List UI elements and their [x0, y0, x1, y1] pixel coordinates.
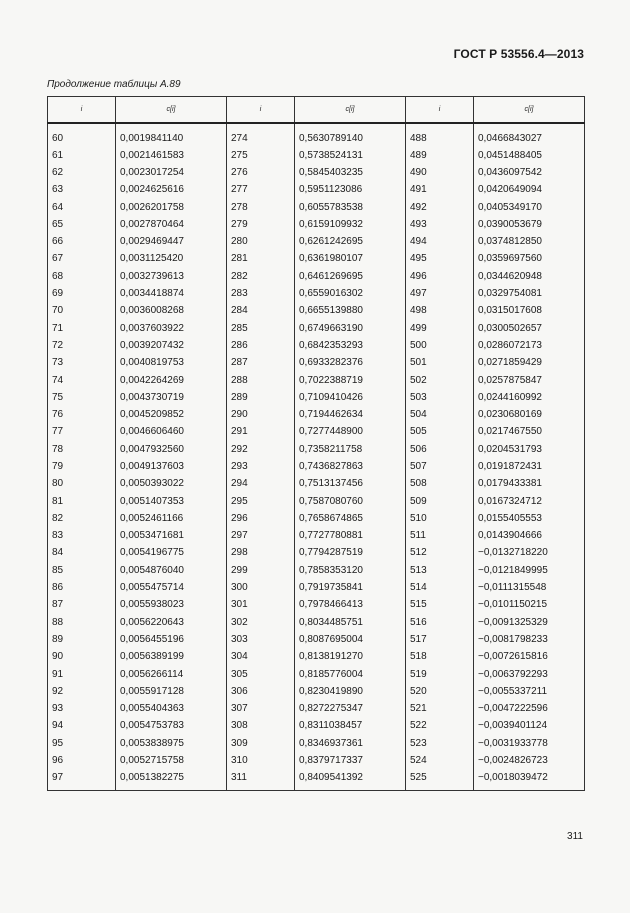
coefficient-cell: 0,0056389199: [116, 649, 227, 666]
coefficient-cell: 0,8230419890: [295, 683, 406, 700]
index-cell: 74: [48, 372, 116, 389]
index-cell: 516: [406, 614, 474, 631]
index-cell: 508: [406, 476, 474, 493]
coefficient-cell: 0,0029469447: [116, 233, 227, 250]
coefficient-cell: −0,0111315548: [474, 579, 585, 596]
coefficient-cell: 0,0286072173: [474, 337, 585, 354]
index-cell: 84: [48, 545, 116, 562]
coefficient-cell: 0,0056455196: [116, 631, 227, 648]
index-cell: 490: [406, 164, 474, 181]
coefficient-cell: 0,0032739613: [116, 268, 227, 285]
coefficient-cell: 0,6159109932: [295, 216, 406, 233]
coefficient-cell: 0,7794287519: [295, 545, 406, 562]
coefficient-cell: −0,0031933778: [474, 735, 585, 752]
table-row: [48, 701, 585, 718]
column-header: i: [227, 97, 295, 124]
table-row: [48, 718, 585, 735]
index-cell: 85: [48, 562, 116, 579]
coefficient-cell: 0,0055475714: [116, 579, 227, 596]
coefficient-cell: 0,0043730719: [116, 389, 227, 406]
coefficient-cell: 0,0055938023: [116, 597, 227, 614]
table-row: [48, 631, 585, 648]
index-cell: 293: [227, 458, 295, 475]
coefficient-cell: 0,0036008268: [116, 303, 227, 320]
index-cell: 73: [48, 355, 116, 372]
index-cell: 276: [227, 164, 295, 181]
coefficient-cell: 0,6461269695: [295, 268, 406, 285]
index-cell: 69: [48, 285, 116, 302]
coefficient-cell: −0,0063792293: [474, 666, 585, 683]
coefficient-cell: 0,0055404363: [116, 701, 227, 718]
coefficient-cell: 0,0300502657: [474, 320, 585, 337]
coefficient-cell: 0,6655139880: [295, 303, 406, 320]
index-cell: 301: [227, 597, 295, 614]
index-cell: 275: [227, 147, 295, 164]
table-row: [48, 424, 585, 441]
coefficient-cell: 0,0039207432: [116, 337, 227, 354]
index-cell: 521: [406, 701, 474, 718]
index-cell: 294: [227, 476, 295, 493]
index-cell: 64: [48, 199, 116, 216]
coefficient-cell: −0,0047222596: [474, 701, 585, 718]
coefficient-cell: 0,0374812850: [474, 233, 585, 250]
index-cell: 90: [48, 649, 116, 666]
coefficient-cell: 0,8138191270: [295, 649, 406, 666]
column-header: i: [406, 97, 474, 124]
index-cell: 70: [48, 303, 116, 320]
table-row: [48, 355, 585, 372]
coefficient-cell: 0,7727780881: [295, 528, 406, 545]
index-cell: 513: [406, 562, 474, 579]
coefficient-cell: 0,0143904666: [474, 528, 585, 545]
index-cell: 65: [48, 216, 116, 233]
index-cell: 499: [406, 320, 474, 337]
coefficient-cell: 0,0329754081: [474, 285, 585, 302]
coefficient-cell: 0,0244160992: [474, 389, 585, 406]
index-cell: 498: [406, 303, 474, 320]
coefficient-cell: 0,0420649094: [474, 182, 585, 199]
table-row: [48, 251, 585, 268]
coefficient-cell: 0,0054196775: [116, 545, 227, 562]
page-number: 311: [567, 831, 583, 842]
index-cell: 305: [227, 666, 295, 683]
index-cell: 93: [48, 701, 116, 718]
coefficient-cell: 0,8034485751: [295, 614, 406, 631]
index-cell: 502: [406, 372, 474, 389]
index-cell: 82: [48, 510, 116, 527]
table-row: [48, 199, 585, 216]
coefficient-cell: −0,0091325329: [474, 614, 585, 631]
index-cell: 494: [406, 233, 474, 250]
table-row: [48, 216, 585, 233]
column-header: c[i]: [474, 97, 585, 124]
table-row: [48, 285, 585, 302]
index-cell: 304: [227, 649, 295, 666]
index-cell: 512: [406, 545, 474, 562]
coefficient-cell: 0,0315017608: [474, 303, 585, 320]
coefficient-cell: 0,0053471681: [116, 528, 227, 545]
index-cell: 296: [227, 510, 295, 527]
table-row: [48, 458, 585, 475]
coefficient-cell: 0,6842353293: [295, 337, 406, 354]
coefficient-cell: 0,8379717337: [295, 752, 406, 769]
index-cell: 86: [48, 579, 116, 596]
table-row: [48, 337, 585, 354]
document-code: ГОСТ Р 53556.4—2013: [453, 47, 584, 61]
coefficient-cell: −0,0055337211: [474, 683, 585, 700]
coefficient-cell: 0,0179433381: [474, 476, 585, 493]
index-cell: 495: [406, 251, 474, 268]
coefficient-cell: 0,5738524131: [295, 147, 406, 164]
coefficient-cell: 0,0052461166: [116, 510, 227, 527]
coefficient-cell: 0,8346937361: [295, 735, 406, 752]
coefficient-cell: 0,7022388719: [295, 372, 406, 389]
coefficient-cell: 0,0055917128: [116, 683, 227, 700]
coefficient-cell: 0,7919735841: [295, 579, 406, 596]
index-cell: 507: [406, 458, 474, 475]
coefficient-cell: −0,0072615816: [474, 649, 585, 666]
table-row: [48, 770, 585, 791]
coefficient-cell: 0,7436827863: [295, 458, 406, 475]
index-cell: 518: [406, 649, 474, 666]
index-cell: 284: [227, 303, 295, 320]
table-row: [48, 303, 585, 320]
index-cell: 308: [227, 718, 295, 735]
coefficient-cell: 0,5845403235: [295, 164, 406, 181]
table-row: [48, 683, 585, 700]
coefficient-cell: 0,6559016302: [295, 285, 406, 302]
index-cell: 299: [227, 562, 295, 579]
table-header-row: [48, 97, 585, 124]
index-cell: 68: [48, 268, 116, 285]
index-cell: 290: [227, 406, 295, 423]
index-cell: 81: [48, 493, 116, 510]
coefficient-cell: 0,0051407353: [116, 493, 227, 510]
index-cell: 72: [48, 337, 116, 354]
index-cell: 492: [406, 199, 474, 216]
coefficient-cell: 0,0405349170: [474, 199, 585, 216]
index-cell: 60: [48, 123, 116, 147]
index-cell: 496: [406, 268, 474, 285]
coefficient-cell: 0,0230680169: [474, 406, 585, 423]
index-cell: 61: [48, 147, 116, 164]
coefficient-cell: 0,7513137456: [295, 476, 406, 493]
index-cell: 523: [406, 735, 474, 752]
coefficient-cell: 0,0167324712: [474, 493, 585, 510]
table-row: [48, 233, 585, 250]
index-cell: 504: [406, 406, 474, 423]
column-header: c[i]: [295, 97, 406, 124]
index-cell: 522: [406, 718, 474, 735]
index-cell: 519: [406, 666, 474, 683]
coefficient-cell: 0,7194462634: [295, 406, 406, 423]
index-cell: 80: [48, 476, 116, 493]
index-cell: 94: [48, 718, 116, 735]
coefficient-cell: 0,0217467550: [474, 424, 585, 441]
index-cell: 91: [48, 666, 116, 683]
index-cell: 283: [227, 285, 295, 302]
index-cell: 63: [48, 182, 116, 199]
index-cell: 278: [227, 199, 295, 216]
table-row: [48, 123, 585, 147]
coefficient-cell: 0,0047932560: [116, 441, 227, 458]
coefficient-cell: −0,0081798233: [474, 631, 585, 648]
table-row: [48, 147, 585, 164]
coefficient-cell: 0,0053838975: [116, 735, 227, 752]
index-cell: 298: [227, 545, 295, 562]
coefficient-cell: 0,0019841140: [116, 123, 227, 147]
index-cell: 302: [227, 614, 295, 631]
coefficient-cell: 0,0024625616: [116, 182, 227, 199]
coefficient-cell: 0,0271859429: [474, 355, 585, 372]
index-cell: 88: [48, 614, 116, 631]
table-row: [48, 320, 585, 337]
table-row: [48, 510, 585, 527]
coefficient-cell: 0,0023017254: [116, 164, 227, 181]
table-row: [48, 614, 585, 631]
table-row: [48, 476, 585, 493]
table-row: [48, 735, 585, 752]
coefficient-cell: 0,0040819753: [116, 355, 227, 372]
coefficient-cell: 0,0056266114: [116, 666, 227, 683]
coefficient-cell: 0,8272275347: [295, 701, 406, 718]
index-cell: 287: [227, 355, 295, 372]
coefficient-cell: 0,0027870464: [116, 216, 227, 233]
coefficient-cell: −0,0132718220: [474, 545, 585, 562]
index-cell: 89: [48, 631, 116, 648]
coefficient-cell: −0,0024826723: [474, 752, 585, 769]
coefficient-cell: 0,5951123086: [295, 182, 406, 199]
coefficient-cell: 0,0037603922: [116, 320, 227, 337]
table-row: [48, 268, 585, 285]
coefficient-cell: −0,0018039472: [474, 770, 585, 791]
index-cell: 510: [406, 510, 474, 527]
index-cell: 291: [227, 424, 295, 441]
coefficient-cell: 0,0052715758: [116, 752, 227, 769]
index-cell: 303: [227, 631, 295, 648]
coefficient-cell: 0,0191872431: [474, 458, 585, 475]
index-cell: 491: [406, 182, 474, 199]
index-cell: 76: [48, 406, 116, 423]
index-cell: 279: [227, 216, 295, 233]
index-cell: 66: [48, 233, 116, 250]
index-cell: 310: [227, 752, 295, 769]
coefficient-cell: 0,0204531793: [474, 441, 585, 458]
coefficient-cell: 0,0051382275: [116, 770, 227, 791]
coefficient-cell: 0,6361980107: [295, 251, 406, 268]
index-cell: 83: [48, 528, 116, 545]
coefficient-cell: −0,0101150215: [474, 597, 585, 614]
index-cell: 500: [406, 337, 474, 354]
index-cell: 517: [406, 631, 474, 648]
coefficient-cell: 0,0050393022: [116, 476, 227, 493]
coefficient-cell: 0,7109410426: [295, 389, 406, 406]
index-cell: 62: [48, 164, 116, 181]
index-cell: 506: [406, 441, 474, 458]
table-row: [48, 528, 585, 545]
coefficient-cell: 0,0155405553: [474, 510, 585, 527]
coefficient-cell: 0,0045209852: [116, 406, 227, 423]
index-cell: 505: [406, 424, 474, 441]
coefficient-cell: 0,7587080760: [295, 493, 406, 510]
index-cell: 300: [227, 579, 295, 596]
index-cell: 274: [227, 123, 295, 147]
table-row: [48, 441, 585, 458]
coefficient-cell: 0,6055783538: [295, 199, 406, 216]
coefficient-cell: −0,0039401124: [474, 718, 585, 735]
coefficient-cell: 0,7978466413: [295, 597, 406, 614]
index-cell: 489: [406, 147, 474, 164]
index-cell: 307: [227, 701, 295, 718]
index-cell: 311: [227, 770, 295, 791]
coefficient-cell: 0,8409541392: [295, 770, 406, 791]
coefficient-cell: 0,7277448900: [295, 424, 406, 441]
coefficient-cell: 0,7858353120: [295, 562, 406, 579]
table-row: [48, 562, 585, 579]
index-cell: 309: [227, 735, 295, 752]
index-cell: 286: [227, 337, 295, 354]
coefficient-cell: 0,6933282376: [295, 355, 406, 372]
column-header: i: [48, 97, 116, 124]
coefficient-cell: 0,0054753783: [116, 718, 227, 735]
table-row: [48, 372, 585, 389]
coefficient-cell: 0,0021461583: [116, 147, 227, 164]
index-cell: 493: [406, 216, 474, 233]
coefficient-cell: 0,6749663190: [295, 320, 406, 337]
table-row: [48, 389, 585, 406]
coefficient-cell: 0,0451488405: [474, 147, 585, 164]
index-cell: 97: [48, 770, 116, 791]
coefficient-cell: 0,0034418874: [116, 285, 227, 302]
coefficient-cell: 0,7658674865: [295, 510, 406, 527]
column-header: c[i]: [116, 97, 227, 124]
coefficient-cell: 0,8311038457: [295, 718, 406, 735]
coefficient-cell: 0,0344620948: [474, 268, 585, 285]
index-cell: 96: [48, 752, 116, 769]
table-row: [48, 649, 585, 666]
coefficient-cell: 0,0046606460: [116, 424, 227, 441]
index-cell: 92: [48, 683, 116, 700]
table-row: [48, 545, 585, 562]
index-cell: 520: [406, 683, 474, 700]
index-cell: 503: [406, 389, 474, 406]
index-cell: 280: [227, 233, 295, 250]
index-cell: 306: [227, 683, 295, 700]
index-cell: 277: [227, 182, 295, 199]
index-cell: 75: [48, 389, 116, 406]
index-cell: 297: [227, 528, 295, 545]
coefficient-cell: −0,0121849995: [474, 562, 585, 579]
coefficient-cell: 0,0056220643: [116, 614, 227, 631]
index-cell: 524: [406, 752, 474, 769]
index-cell: 509: [406, 493, 474, 510]
index-cell: 77: [48, 424, 116, 441]
index-cell: 288: [227, 372, 295, 389]
coefficient-cell: 0,5630789140: [295, 123, 406, 147]
index-cell: 282: [227, 268, 295, 285]
index-cell: 514: [406, 579, 474, 596]
index-cell: 87: [48, 597, 116, 614]
index-cell: 79: [48, 458, 116, 475]
table-caption: Продолжение таблицы А.89: [47, 79, 181, 90]
table-row: [48, 597, 585, 614]
index-cell: 71: [48, 320, 116, 337]
coefficient-cell: 0,6261242695: [295, 233, 406, 250]
index-cell: 497: [406, 285, 474, 302]
coefficient-cell: 0,0257875847: [474, 372, 585, 389]
index-cell: 78: [48, 441, 116, 458]
table-row: [48, 579, 585, 596]
index-cell: 511: [406, 528, 474, 545]
index-cell: 501: [406, 355, 474, 372]
coefficient-cell: 0,0031125420: [116, 251, 227, 268]
coefficient-cell: 0,0026201758: [116, 199, 227, 216]
index-cell: 295: [227, 493, 295, 510]
coefficient-cell: 0,7358211758: [295, 441, 406, 458]
index-cell: 488: [406, 123, 474, 147]
index-cell: 285: [227, 320, 295, 337]
table-row: [48, 164, 585, 181]
coefficient-cell: 0,0359697560: [474, 251, 585, 268]
table-row: [48, 182, 585, 199]
index-cell: 95: [48, 735, 116, 752]
index-cell: 515: [406, 597, 474, 614]
index-cell: 67: [48, 251, 116, 268]
table-row: [48, 493, 585, 510]
index-cell: 281: [227, 251, 295, 268]
coefficient-cell: 0,8087695004: [295, 631, 406, 648]
table-row: [48, 752, 585, 769]
coefficient-cell: 0,0054876040: [116, 562, 227, 579]
index-cell: 289: [227, 389, 295, 406]
index-cell: 292: [227, 441, 295, 458]
coefficients-table: [47, 96, 585, 791]
table-row: [48, 406, 585, 423]
coefficient-cell: 0,0042264269: [116, 372, 227, 389]
coefficient-cell: 0,0390053679: [474, 216, 585, 233]
coefficient-cell: 0,0466843027: [474, 123, 585, 147]
coefficient-cell: 0,0049137603: [116, 458, 227, 475]
index-cell: 525: [406, 770, 474, 791]
table-row: [48, 666, 585, 683]
coefficient-cell: 0,8185776004: [295, 666, 406, 683]
coefficient-cell: 0,0436097542: [474, 164, 585, 181]
